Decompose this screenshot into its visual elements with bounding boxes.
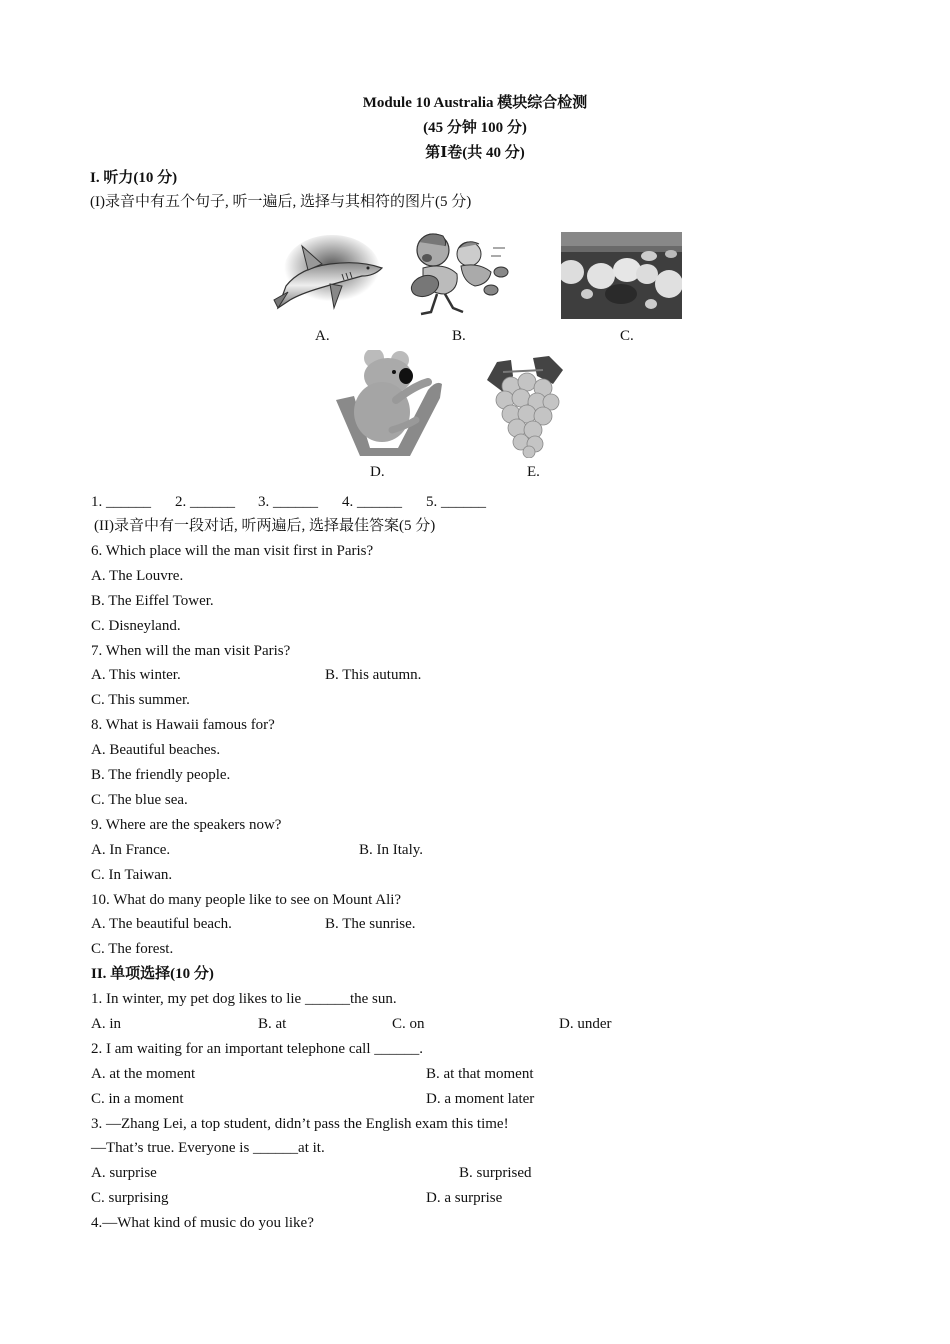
answer-blank-2[interactable]: 2. ______ [175, 494, 235, 510]
question-7-option-a[interactable]: A. This winter. [91, 667, 181, 683]
mc-question-1-option-a[interactable]: A. in [91, 1016, 121, 1032]
mc-question-2-option-c[interactable]: C. in a moment [91, 1091, 184, 1107]
mc-question-3-option-a[interactable]: A. surprise [91, 1165, 157, 1181]
question-6: 6. Which place will the man visit first in Paris? [91, 543, 374, 559]
exam-duration-score: (45 分钟 100 分) [423, 120, 527, 136]
question-6-option-c[interactable]: C. Disneyland. [91, 618, 181, 634]
question-7-option-b[interactable]: B. This autumn. [325, 667, 422, 683]
question-7: 7. When will the man visit Paris? [91, 643, 291, 659]
mc-question-2-option-a[interactable]: A. at the moment [91, 1066, 196, 1082]
volume-heading: 第Ⅰ卷(共 40 分) [425, 145, 525, 161]
part-1-instruction: (I)录音中有五个句子, 听一遍后, 选择与其相符的图片(5 分) [90, 194, 472, 210]
mc-question-1-option-b[interactable]: B. at [258, 1016, 287, 1032]
answer-blank-1[interactable]: 1. ______ [91, 494, 151, 510]
mc-question-3-reply: —That’s true. Everyone is ______at it. [91, 1140, 325, 1156]
mc-question-3-option-b[interactable]: B. surprised [459, 1165, 532, 1181]
mc-question-1-option-d[interactable]: D. under [559, 1016, 612, 1032]
picture-c-label: C. [620, 328, 634, 344]
question-6-option-a[interactable]: A. The Louvre. [91, 568, 184, 584]
answer-blank-3[interactable]: 3. ______ [258, 494, 318, 510]
answer-blank-4[interactable]: 4. ______ [342, 494, 402, 510]
shark-icon [270, 230, 385, 320]
answer-blank-5[interactable]: 5. ______ [426, 494, 486, 510]
document-title: Module 10 Australia 模块综合检测 [362, 95, 588, 111]
mc-question-2-option-d[interactable]: D. a moment later [426, 1091, 535, 1107]
section-2-heading: II. 单项选择(10 分) [91, 966, 214, 982]
mc-question-1-option-c[interactable]: C. on [392, 1016, 425, 1032]
question-9: 9. Where are the speakers now? [91, 817, 282, 833]
question-10-option-a[interactable]: A. The beautiful beach. [91, 916, 232, 932]
question-8-option-b[interactable]: B. The friendly people. [91, 767, 231, 783]
mc-question-3-option-d[interactable]: D. a surprise [426, 1190, 503, 1206]
question-9-option-a[interactable]: A. In France. [91, 842, 171, 858]
mc-question-3-option-c[interactable]: C. surprising [91, 1190, 169, 1206]
mc-question-2: 2. I am waiting for an important telephone call ______. [91, 1041, 423, 1057]
section-1-heading: I. 听力(10 分) [90, 170, 178, 186]
mc-question-3: 3. —Zhang Lei, a top student, didn’t pass the English exam this time! [91, 1116, 509, 1132]
rugby-players-icon [405, 228, 515, 320]
question-10: 10. What do many people like to see on Mount Ali? [91, 892, 402, 908]
question-9-option-b[interactable]: B. In Italy. [359, 842, 424, 858]
mc-question-1: 1. In winter, my pet dog likes to lie ______the sun. [91, 991, 397, 1007]
grapes-icon [483, 352, 565, 458]
question-8-option-a[interactable]: A. Beautiful beaches. [91, 742, 221, 758]
question-7-option-c[interactable]: C. This summer. [91, 692, 190, 708]
question-10-option-b[interactable]: B. The sunrise. [325, 916, 416, 932]
question-6-option-b[interactable]: B. The Eiffel Tower. [91, 593, 214, 609]
mc-question-2-option-b[interactable]: B. at that moment [426, 1066, 534, 1082]
question-10-option-c[interactable]: C. The forest. [91, 941, 174, 957]
picture-b-label: B. [452, 328, 466, 344]
question-8: 8. What is Hawaii famous for? [91, 717, 275, 733]
picture-e-label: E. [527, 464, 540, 480]
picture-d-label: D. [370, 464, 385, 480]
sheep-photo [561, 232, 682, 319]
koala-icon [336, 350, 446, 458]
question-8-option-c[interactable]: C. The blue sea. [91, 792, 188, 808]
part-2-instruction: (II)录音中有一段对话, 听两遍后, 选择最佳答案(5 分) [94, 518, 436, 534]
mc-question-4: 4.—What kind of music do you like? [91, 1215, 314, 1231]
picture-a-label: A. [315, 328, 330, 344]
question-9-option-c[interactable]: C. In Taiwan. [91, 867, 173, 883]
